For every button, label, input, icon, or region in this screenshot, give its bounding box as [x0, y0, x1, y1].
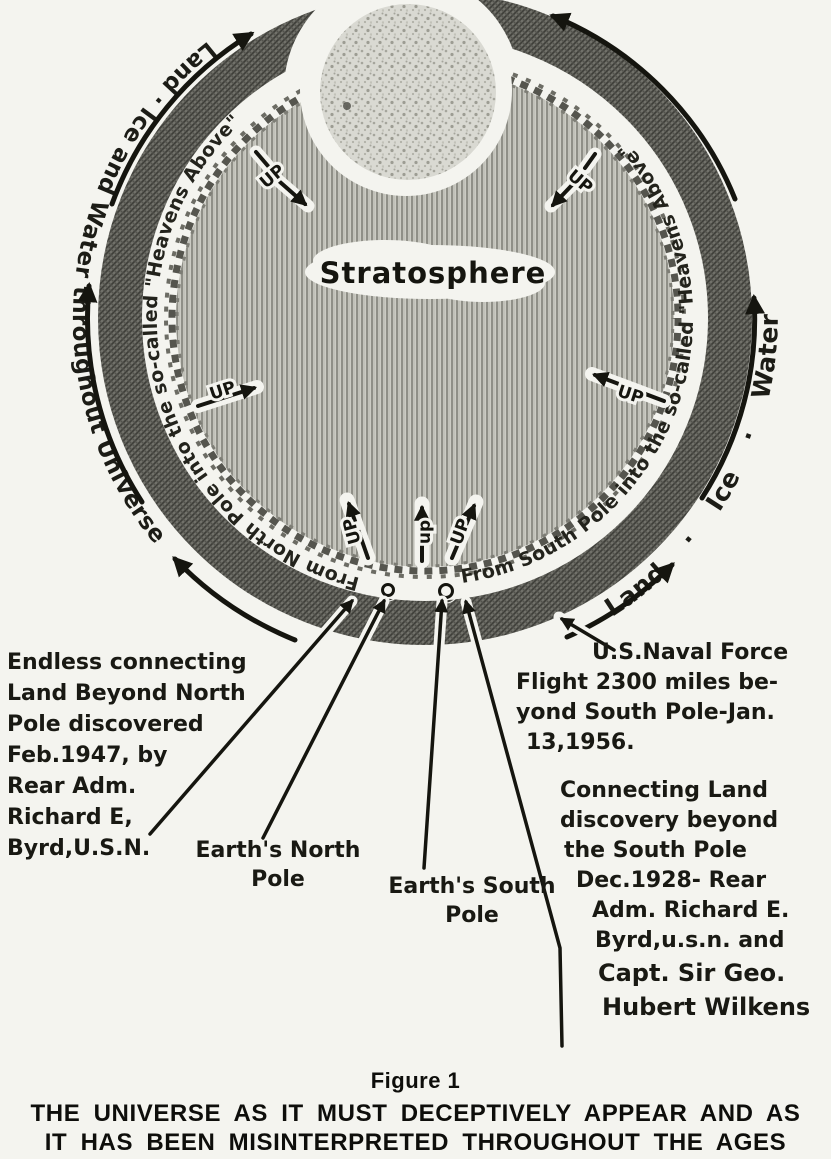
annotation-line: Flight 2300 miles be-	[516, 670, 779, 695]
north-pole-marker	[383, 585, 394, 596]
up-label: UP	[256, 160, 290, 193]
up-label: up	[415, 519, 435, 545]
celestial-body	[320, 4, 496, 180]
annotation-line: yond South Pole-Jan.	[516, 700, 775, 725]
up-label: UP	[339, 515, 366, 547]
stratosphere-label: Stratosphere	[319, 256, 547, 290]
inner-ring-text-left: From North Pole into the so-called "Heavens Above"	[139, 110, 362, 595]
annotation-line: Capt. Sir Geo.	[598, 959, 786, 987]
up-label: UP	[614, 381, 646, 409]
annotation-line: Pole	[445, 903, 499, 928]
annotation-line: Earth's North	[195, 838, 361, 863]
annotation-line: Connecting Land	[560, 778, 768, 803]
annotation-south-discovery	[556, 776, 810, 1024]
annotation-line: Earth's South	[388, 874, 556, 899]
annotation-line: Byrd,u.s.n. and	[595, 928, 785, 953]
outer-ring-text-right: Land · Ice · Water	[599, 313, 784, 623]
annotation-line: 13,1956.	[526, 730, 635, 755]
annotation-naval-flight	[516, 638, 788, 758]
annotation-line: Rear Adm.	[7, 774, 137, 799]
figure-caption-title-line1: THE UNIVERSE AS IT MUST DECEPTIVELY APPEAR AND AS	[30, 1100, 801, 1127]
outer-ring-text-left: Land · Ice and Water throughout Universe	[66, 36, 221, 549]
annotation-line: U.S.Naval Force	[592, 640, 789, 665]
up-label: UP	[446, 516, 475, 548]
inner-ring-text-right: From South Pole into the so-called "Heavens Above"	[459, 137, 699, 589]
annotation-line: discovery beyond	[560, 808, 779, 833]
annotation-line: Adm. Richard E.	[592, 898, 790, 923]
annotation-north-discovery	[7, 647, 247, 864]
annotation-line: Hubert Wilkens	[602, 993, 811, 1021]
annotation-line: Pole	[251, 867, 305, 892]
annotation-line: Endless connecting	[7, 650, 247, 675]
annotation-line: Byrd,U.S.N.	[7, 836, 151, 861]
annotation-line: Dec.1928- Rear	[576, 868, 767, 893]
celestial-body-spot	[343, 102, 351, 110]
figure-caption-title-line2: IT HAS BEEN MISINTERPRETED THROUGHOUT THE AGES	[44, 1129, 787, 1156]
figure-caption	[0, 1068, 831, 1157]
annotation-north-pole-label	[178, 836, 378, 894]
annotation-south-pole-label	[372, 872, 572, 930]
up-label: UP	[563, 165, 597, 199]
annotation-line: Richard E,	[7, 805, 133, 830]
figure-caption-label: Figure 1	[370, 1068, 461, 1093]
up-label: UP	[207, 377, 239, 405]
annotation-line: the South Pole	[564, 838, 747, 863]
annotation-line: Feb.1947, by	[7, 743, 168, 768]
annotation-line: Pole discovered	[7, 712, 204, 737]
annotation-line: Land Beyond North	[7, 681, 246, 706]
